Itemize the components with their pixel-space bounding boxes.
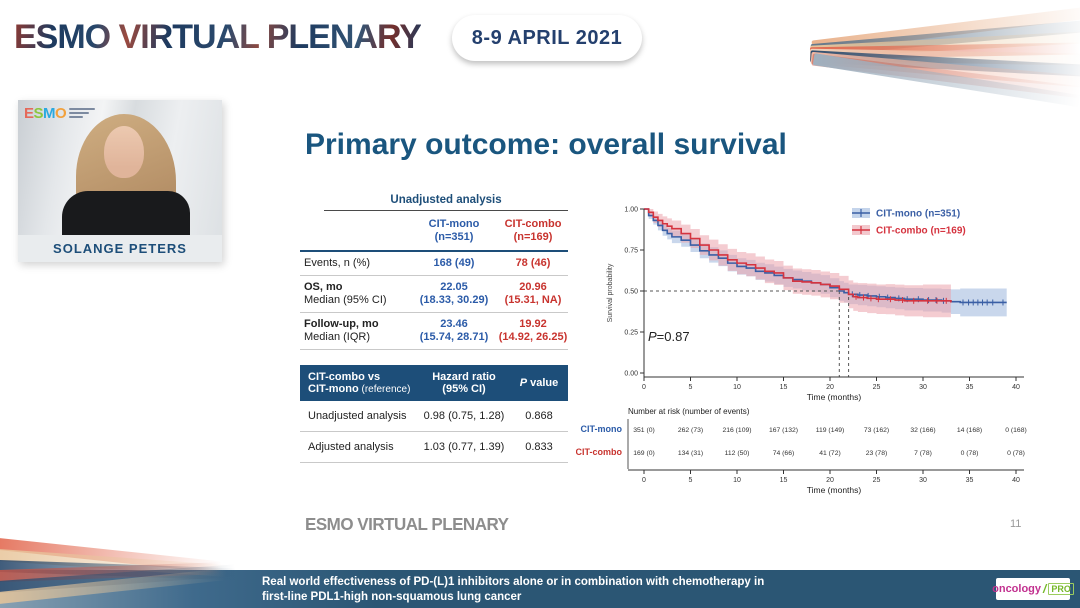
svg-text:15: 15 xyxy=(779,384,788,391)
hazard-ratio-table xyxy=(300,365,568,463)
esmo-logo-icon: ESMO xyxy=(24,105,95,122)
svg-text:351 (0): 351 (0) xyxy=(633,427,655,434)
svg-text:40: 40 xyxy=(1012,477,1020,484)
page-title: Primary outcome: overall survival xyxy=(305,128,787,161)
svg-text:25: 25 xyxy=(872,477,881,484)
col-header-cit-mono: CIT-mono (n=351) xyxy=(428,218,480,243)
svg-text:32 (166): 32 (166) xyxy=(910,427,936,434)
svg-text:40: 40 xyxy=(1012,384,1020,391)
svg-text:Time (months): Time (months) xyxy=(806,485,862,495)
table-row: Unadjusted analysis 0.98 (0.75, 1.28) 0.868 xyxy=(300,401,568,432)
header-spacer xyxy=(300,218,410,244)
svg-text:15: 15 xyxy=(779,477,788,484)
svg-text:5: 5 xyxy=(688,477,693,484)
svg-text:P=0.87: P=0.87 xyxy=(648,329,690,344)
speaker-body xyxy=(62,191,190,235)
svg-text:167 (132): 167 (132) xyxy=(768,427,799,434)
svg-text:134 (31): 134 (31) xyxy=(677,450,704,457)
svg-text:41 (72): 41 (72) xyxy=(819,450,841,457)
col-header-p-value: P value xyxy=(519,377,559,389)
svg-text:14 (168): 14 (168) xyxy=(956,427,983,434)
svg-text:30: 30 xyxy=(919,477,927,484)
page-number: 11 xyxy=(1010,518,1022,530)
km-legend xyxy=(852,208,966,237)
svg-text:7 (78): 7 (78) xyxy=(914,450,932,457)
svg-text:CIT-combo: CIT-combo xyxy=(576,447,622,457)
svg-text:25: 25 xyxy=(872,384,881,391)
table-header-row xyxy=(300,365,568,401)
svg-text:0: 0 xyxy=(642,384,646,391)
svg-text:5: 5 xyxy=(688,384,693,391)
svg-text:262 (73): 262 (73) xyxy=(677,427,704,434)
svg-text:0.75: 0.75 xyxy=(624,247,638,255)
svg-text:0.50: 0.50 xyxy=(624,288,638,296)
svg-text:CIT-combo (n=169): CIT-combo (n=169) xyxy=(876,225,966,237)
table-header-row xyxy=(300,211,568,252)
table-title: Unadjusted analysis xyxy=(390,194,502,206)
svg-text:10: 10 xyxy=(733,477,741,484)
speaker-face xyxy=(104,126,144,178)
svg-text:30: 30 xyxy=(919,384,927,391)
col-header-comparison: CIT-combo vs CIT-mono (reference) xyxy=(308,371,411,395)
svg-text:35: 35 xyxy=(965,384,974,391)
svg-text:CIT-mono: CIT-mono xyxy=(580,424,622,434)
speaker-video-frame xyxy=(18,100,222,235)
footer-event-logo: ESMO VIRTUAL PLENARY xyxy=(305,514,509,535)
unadjusted-analysis-table xyxy=(300,194,568,350)
event-date-badge: 8-9 APRIL 2021 xyxy=(452,15,642,61)
svg-text:20: 20 xyxy=(826,477,834,484)
header-decoration xyxy=(790,0,1080,118)
svg-text:CIT-mono (n=351): CIT-mono (n=351) xyxy=(876,208,961,220)
svg-text:Number at risk (number of even: Number at risk (number of events) xyxy=(628,407,750,416)
speaker-video[interactable] xyxy=(18,100,222,262)
col-header-hazard-ratio: Hazard ratio (95% CI) xyxy=(432,371,496,395)
svg-text:10: 10 xyxy=(733,384,741,391)
svg-text:119 (149): 119 (149) xyxy=(815,427,845,434)
number-at-risk-table xyxy=(576,407,1027,495)
svg-text:1.00: 1.00 xyxy=(624,206,638,214)
svg-text:35: 35 xyxy=(965,477,974,484)
svg-text:0.25: 0.25 xyxy=(624,329,638,337)
speaker-name: SOLANGE PETERS xyxy=(18,235,222,262)
svg-text:20: 20 xyxy=(826,384,834,391)
col-header-cit-combo: CIT-combo (n=169) xyxy=(504,218,562,243)
event-logo: ESMO VIRTUAL PLENARY xyxy=(14,18,421,56)
table-row: Events, n (%) 168 (49) 78 (46) xyxy=(300,252,568,276)
svg-text:Survival probability: Survival probability xyxy=(607,263,614,323)
svg-text:169 (0): 169 (0) xyxy=(633,450,655,457)
svg-text:216 (109): 216 (109) xyxy=(722,427,752,434)
svg-text:0 (78): 0 (78) xyxy=(960,450,979,457)
table-title-underline xyxy=(324,194,568,211)
svg-text:0 (78): 0 (78) xyxy=(1007,450,1025,457)
svg-text:0.00: 0.00 xyxy=(624,370,638,378)
presentation-title: Real world effectiveness of PD-(L)1 inhibitors alone or in combination with chemotherapy in first-line PDL1-high non-squamous lung cancer xyxy=(262,576,765,603)
table-row: Follow-up, mo Median (IQR) 23.46 (15.74, 28.71) 19.92 (14.92, 26.25) xyxy=(300,313,568,350)
footer-bar xyxy=(0,570,1080,608)
oncology-pro-logo[interactable]: oncology / PRO xyxy=(996,578,1070,600)
svg-text:23 (78): 23 (78) xyxy=(865,450,888,457)
km-svg xyxy=(576,193,1056,495)
svg-text:0 (168): 0 (168) xyxy=(1005,427,1027,434)
table-row: Adjusted analysis 1.03 (0.77, 1.39) 0.833 xyxy=(300,432,568,463)
svg-text:73 (162): 73 (162) xyxy=(863,427,890,434)
svg-text:Time (months): Time (months) xyxy=(806,392,862,402)
svg-text:74 (66): 74 (66) xyxy=(772,450,795,457)
table-row: OS, mo Median (95% CI) 22.05 (18.33, 30.29) 20.96 (15.31, NA) xyxy=(300,276,568,313)
km-survival-chart xyxy=(576,193,1056,495)
svg-text:112 (50): 112 (50) xyxy=(724,450,750,457)
svg-text:0: 0 xyxy=(642,477,646,484)
